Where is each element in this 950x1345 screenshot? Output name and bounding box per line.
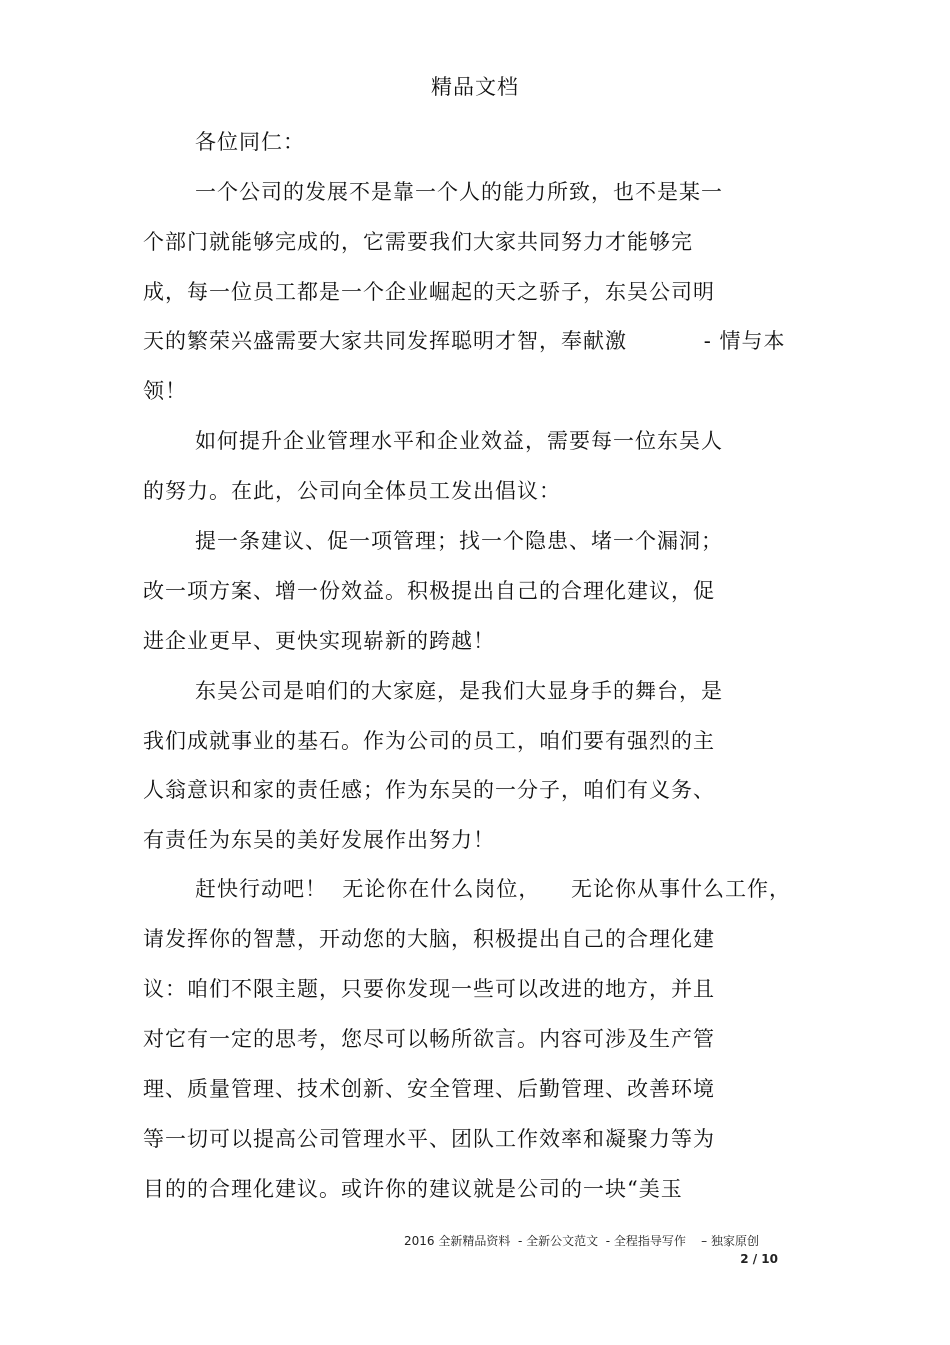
salutation-line: 各位同仁： <box>195 130 305 154</box>
paragraph-line: 东吴公司是咱们的大家庭，是我们大显身手的舞台，是 <box>195 679 723 703</box>
paragraph-line: 对它有一定的思考，您尽可以畅所欲言。内容可涉及生产管 <box>143 1027 715 1051</box>
paragraph-line: 提一条建议、促一项管理；找一个隐患、堵一个漏洞； <box>195 529 723 553</box>
paragraph-line: 等一切可以提高公司管理水平、团队工作效率和凝聚力等为 <box>143 1127 715 1151</box>
paragraph-line: 改一项方案、增一份效益。积极提出自己的合理化建议，促 <box>143 579 715 603</box>
paragraph-line: 我们成就事业的基石。作为公司的员工，咱们要有强烈的主 <box>143 729 715 753</box>
page-footer-text: 2016 全新精品资料 - 全新公文范文 - 全程指导写作 – 独家原创 <box>404 1234 759 1248</box>
paragraph-line: 进企业更早、更快实现崭新的跨越！ <box>143 629 495 653</box>
paragraph-line: 领！ <box>143 379 187 403</box>
paragraph-line: 有责任为东吴的美好发展作出努力！ <box>143 828 495 852</box>
paragraph-line: 赶快行动吧！ 无论你在什么岗位， 无论你从事什么工作， <box>195 877 792 901</box>
paragraph-line: 人翁意识和家的责任感；作为东吴的一分子，咱们有义务、 <box>143 778 715 802</box>
page-header-title: 精品文档 <box>431 75 519 99</box>
paragraph-line: 天的繁荣兴盛需要大家共同发挥聪明才智，奉献激 - 情与本 <box>143 329 786 353</box>
paragraph-line: 议：咱们不限主题，只要你发现一些可以改进的地方，并且 <box>143 977 715 1001</box>
paragraph-line: 目的的合理化建议。或许你的建议就是公司的一块“美玉 <box>143 1177 683 1201</box>
paragraph-line: 理、质量管理、技术创新、安全管理、后勤管理、改善环境 <box>143 1077 715 1101</box>
paragraph-line: 一个公司的发展不是靠一个人的能力所致，也不是某一 <box>195 180 723 204</box>
paragraph-line: 个部门就能够完成的，它需要我们大家共同努力才能够完 <box>143 230 693 254</box>
page-number: 2 / 10 <box>740 1252 778 1266</box>
paragraph-line: 的努力。在此，公司向全体员工发出倡议： <box>143 479 561 503</box>
paragraph-line: 请发挥你的智慧，开动您的大脑，积极提出自己的合理化建 <box>143 927 715 951</box>
paragraph-line: 如何提升企业管理水平和企业效益，需要每一位东吴人 <box>195 429 723 453</box>
paragraph-line: 成，每一位员工都是一个企业崛起的天之骄子，东吴公司明 <box>143 280 715 304</box>
